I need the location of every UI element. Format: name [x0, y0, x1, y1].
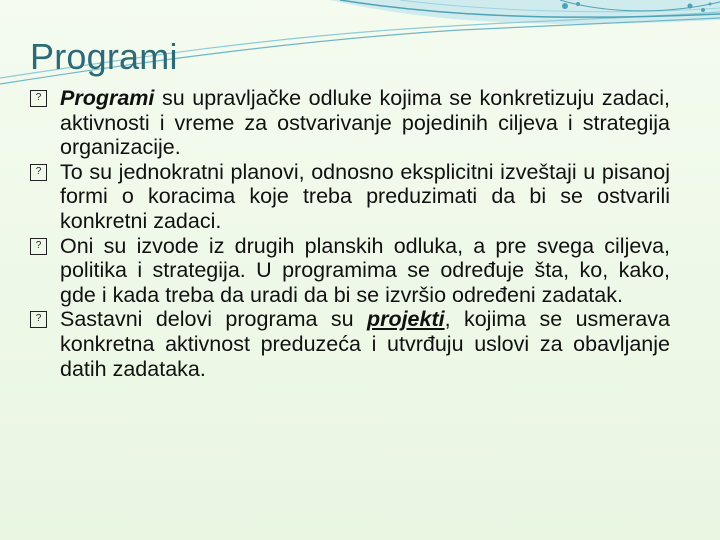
bullet-box-icon: ?: [30, 164, 47, 181]
bullet-emphasis-term: projekti: [366, 307, 445, 332]
bullet-box-icon: ?: [30, 238, 47, 255]
bullet-item: [30, 234, 670, 308]
bullet-item: [30, 160, 670, 234]
bullet-text: su upravljačke odluke kojima se konkretizuju zadaci, aktivnosti i vreme za ostvarivanje pojedinih ciljeva i strategija organizacije.: [60, 86, 670, 160]
bullet-item: [30, 86, 670, 160]
bullet-box-icon: ?: [30, 311, 47, 328]
slide-title: Programi: [30, 36, 178, 77]
bullet-text: To su jednokratni planovi, odnosno eksplicitni izveštaji u pisanoj formi o koracima koje treba preduzimati da bi se ostvarili konkretni zadaci.: [60, 159, 670, 233]
bullet-text-before: Sastavni delovi programa su: [60, 307, 367, 332]
bullet-box-icon: ?: [30, 90, 47, 107]
bullet-item: [30, 307, 670, 381]
bullet-text: Oni su izvode iz drugih planskih odluka, a pre svega ciljeva, politika i strategija. U programima se određuje šta, ko, kako, gde i kada treba da uradi da bi se izvršio određeni zadatak.: [60, 233, 670, 307]
bullet-lead-term: Programi: [60, 86, 155, 110]
bullet-text-after: , kojima se usmerava konkretna aktivnost preduzeća i utvrđuju uslovi za obavljanje datih zadataka.: [60, 307, 670, 381]
bullet-list: [30, 86, 670, 381]
